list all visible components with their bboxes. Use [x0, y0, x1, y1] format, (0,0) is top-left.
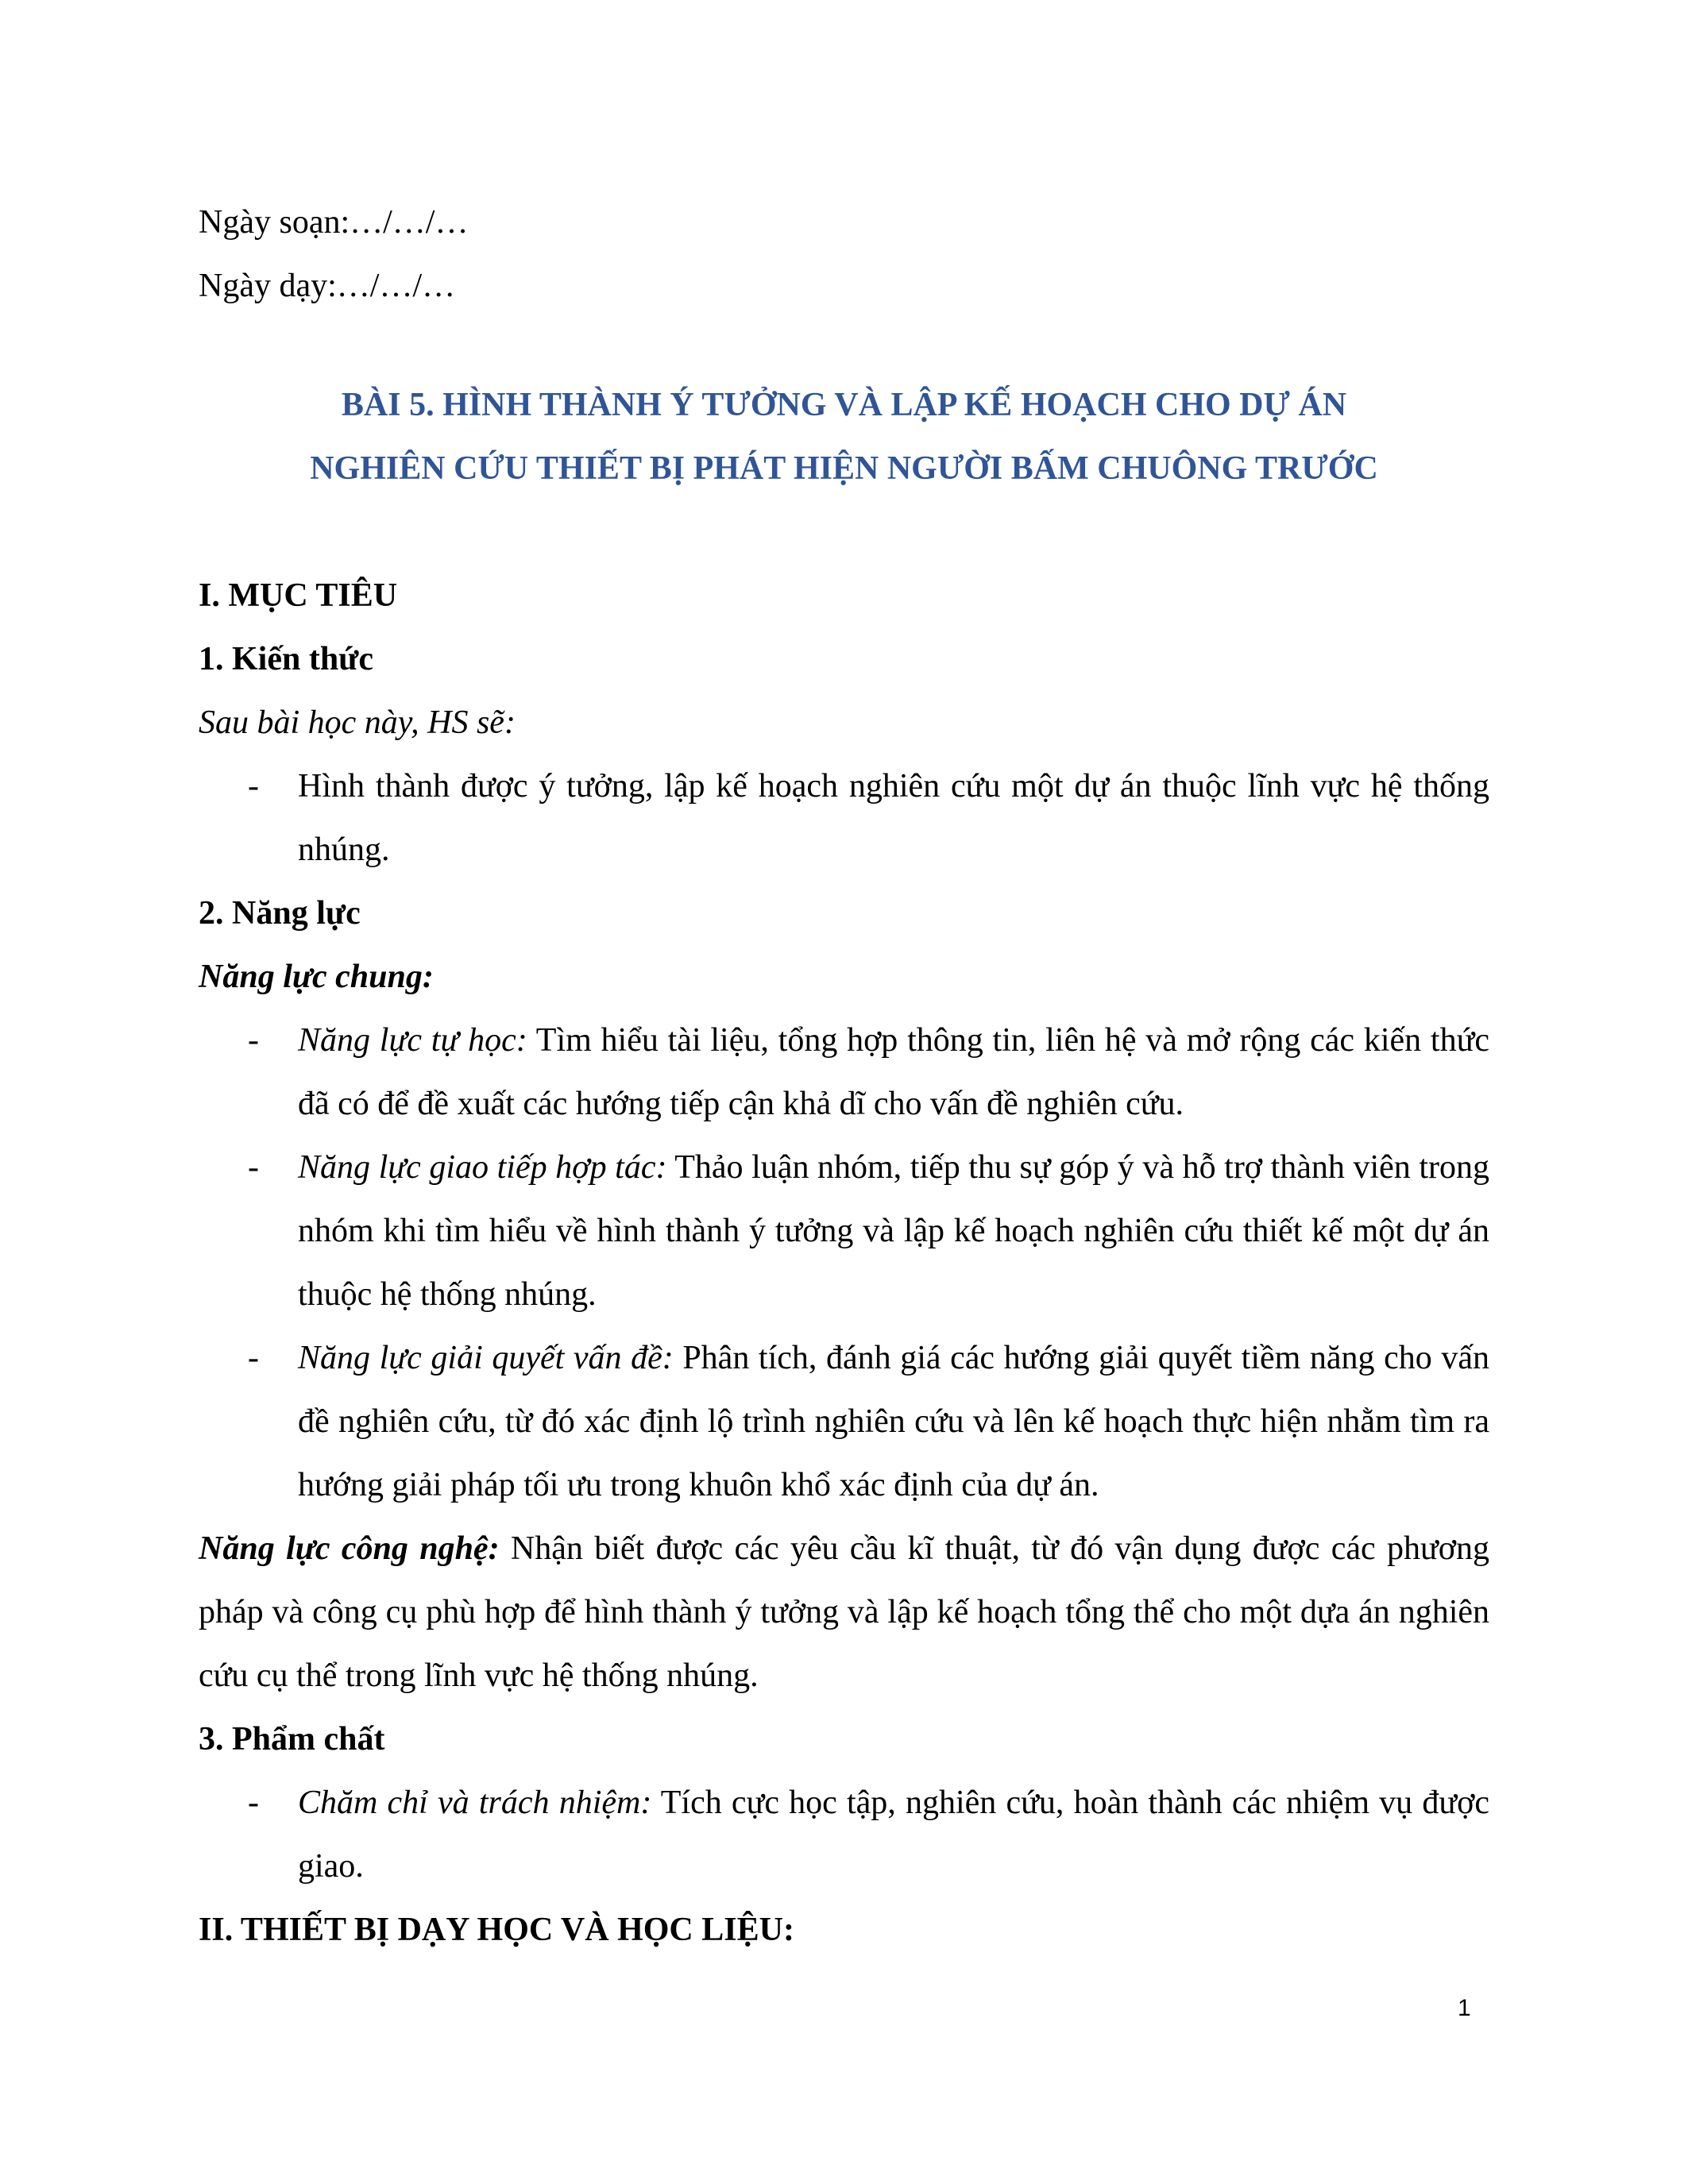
qualities-bullet: [199, 1771, 1489, 1898]
general-competence-label: Năng lực chung:: [199, 959, 434, 995]
competence-label: Năng lực giao tiếp hợp tác:: [298, 1149, 667, 1186]
competence-text: Thảo luận nhóm, tiếp thu sự góp ý và hỗ trợ thành viên trong nhóm khi tìm hiểu về hình thành ý tưởng và lập kế hoạch nghiên cứu thiết kế một dự án thuộc hệ thống nhúng.: [298, 1149, 1490, 1313]
qualities-text: Tích cực học tập, nghiên cứu, hoàn thành các nhiệm vụ được giao.: [298, 1785, 1489, 1885]
technology-competence-label: Năng lực công nghệ:: [199, 1530, 500, 1567]
knowledge-heading: 1. Kiến thức: [199, 641, 374, 677]
lesson-title-line-2: NGHIÊN CỨU THIẾT BỊ PHÁT HIỆN NGƯỜI BẤM CHUÔNG TRƯỚC: [310, 450, 1378, 487]
competence-label: Năng lực giải quyết vấn đề:: [298, 1340, 674, 1376]
competence-label: Năng lực tự học:: [298, 1022, 527, 1059]
qualities-heading: 3. Phẩm chất: [199, 1721, 385, 1758]
bullet-dash: -: [248, 1149, 259, 1186]
technology-competence: [199, 1517, 1489, 1707]
technology-competence-text: Nhận biết được các yêu cầu kĩ thuật, từ đó vận dụng được các phương pháp và công cụ phù hợp để hình thành ý tưởng và lập kế hoạch tổng thể cho một dựa án nghiên cứu cụ thể trong lĩnh vực hệ thống nhúng.: [199, 1530, 1489, 1694]
lesson-title-line-1: BÀI 5. HÌNH THÀNH Ý TƯỞNG VÀ LẬP KẾ HOẠCH CHO DỰ ÁN: [341, 387, 1347, 423]
competence-text: Tìm hiểu tài liệu, tổng hợp thông tin, liên hệ và mở rộng các kiến thức đã có để đề xuất các hướng tiếp cận khả dĩ cho vấn đề nghiên cứu.: [298, 1022, 1490, 1122]
competence-heading: 2. Năng lực: [199, 895, 361, 932]
knowledge-intro: Sau bài học này, HS sẽ:: [199, 704, 516, 741]
competence-text: Phân tích, đánh giá các hướng giải quyết tiềm năng cho vấn đề nghiên cứu, từ đó xác định lộ trình nghiên cứu và lên kế hoạch thực hiện nhằm tìm ra hướng giải pháp tối ưu trong khuôn khổ xác định của dự án.: [298, 1340, 1489, 1503]
competence-bullet-problem-solving: [199, 1326, 1489, 1517]
bullet-dash: -: [248, 1340, 259, 1376]
lesson-title: [199, 373, 1489, 500]
document-page: [199, 0, 1489, 2184]
bullet-dash: -: [248, 768, 259, 805]
date-taught: Ngày dạy:…/…/…: [199, 268, 456, 304]
section-objectives-heading: I. MỤC TIÊU: [199, 577, 398, 614]
date-prepared: Ngày soạn:…/…/…: [199, 204, 469, 241]
competence-bullet-self-study: [199, 1009, 1489, 1136]
competence-bullet-communication: [199, 1136, 1489, 1326]
bullet-dash: -: [248, 1785, 259, 1821]
bullet-dash: -: [248, 1022, 259, 1059]
qualities-label: Chăm chỉ và trách nhiệm:: [298, 1785, 652, 1821]
knowledge-bullet-text: Hình thành được ý tưởng, lập kế hoạch nghiên cứu một dự án thuộc lĩnh vực hệ thống nhúng.: [298, 768, 1489, 868]
page-number: 1: [1458, 1995, 1471, 2021]
section-equipment-heading: II. THIẾT BỊ DẠY HỌC VÀ HỌC LIỆU:: [199, 1912, 794, 1948]
knowledge-bullet: [199, 754, 1489, 882]
